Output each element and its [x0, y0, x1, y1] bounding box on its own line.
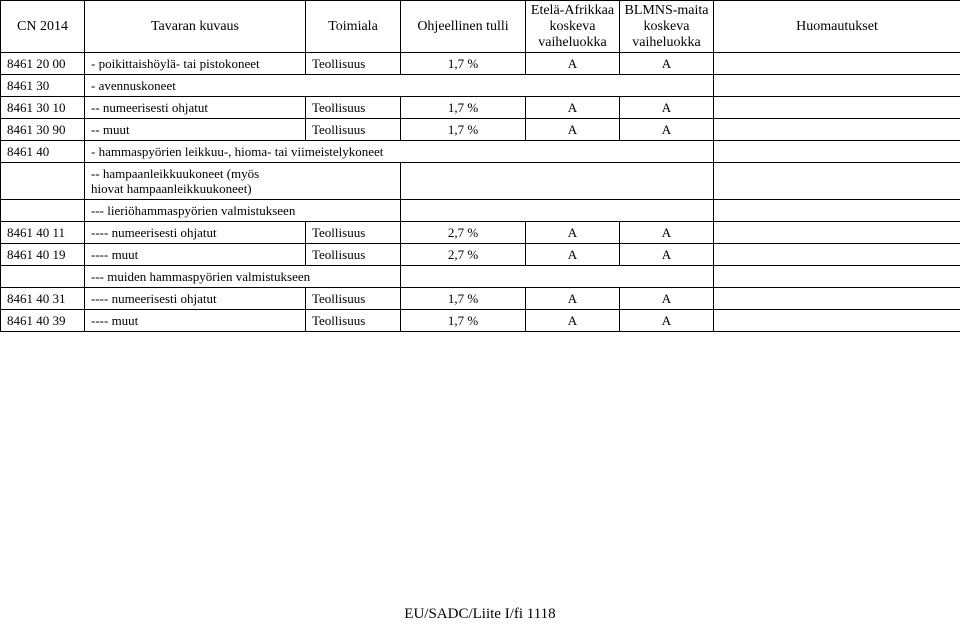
header-south-africa-line1: Etelä-Afrikkaa: [530, 2, 615, 18]
cell-description: - hammaspyörien leikkuu-, hioma- tai viimeistelykoneet: [85, 141, 714, 163]
cell-code: 8461 40 31: [1, 288, 85, 310]
header-remarks: Huomautukset: [714, 1, 960, 53]
header-blmns-line1: BLMNS-maita: [624, 2, 709, 18]
table-row: [1, 244, 960, 266]
cell-code: 8461 40 39: [1, 310, 85, 332]
cell-description: ---- muut: [85, 310, 306, 332]
cell-duty: 1,7 %: [401, 288, 526, 310]
cell-blmns: A: [620, 53, 714, 75]
table-header: [1, 1, 960, 53]
cell-sector: Teollisuus: [306, 310, 401, 332]
table-body: [1, 53, 960, 332]
cell-empty: [401, 200, 714, 222]
cell-south-africa: A: [526, 97, 620, 119]
cell-blmns: A: [620, 310, 714, 332]
header-south-africa-line3: vaiheluokka: [538, 34, 607, 50]
cell-remarks: [714, 97, 960, 119]
cell-sector: Teollisuus: [306, 53, 401, 75]
cell-south-africa: A: [526, 222, 620, 244]
cell-sector: Teollisuus: [306, 119, 401, 141]
cell-remarks: [714, 163, 960, 200]
cell-blmns: A: [620, 222, 714, 244]
cell-south-africa: A: [526, 288, 620, 310]
cell-sector: Teollisuus: [306, 244, 401, 266]
header-blmns: [620, 1, 714, 53]
header-indicative-duty: Ohjeellinen tulli: [401, 1, 526, 53]
table-row: [1, 266, 960, 288]
cell-remarks: [714, 222, 960, 244]
cell-blmns: A: [620, 119, 714, 141]
cell-description: --- muiden hammaspyörien valmistukseen: [85, 266, 401, 288]
cell-code: [1, 163, 85, 200]
cell-code: 8461 30: [1, 75, 85, 97]
header-cn: CN 2014: [1, 1, 85, 53]
table-row: [1, 163, 960, 200]
table-row: [1, 200, 960, 222]
cell-south-africa: A: [526, 119, 620, 141]
table-row: [1, 53, 960, 75]
cell-code: 8461 30 10: [1, 97, 85, 119]
cell-code: 8461 40 19: [1, 244, 85, 266]
cell-sector: Teollisuus: [306, 222, 401, 244]
cell-empty: [401, 163, 714, 200]
cell-description: ---- muut: [85, 244, 306, 266]
cell-remarks: [714, 53, 960, 75]
header-description: Tavaran kuvaus: [85, 1, 306, 53]
table-row: [1, 141, 960, 163]
page-footer: EU/SADC/Liite I/fi 1118: [404, 606, 556, 622]
table-row: [1, 97, 960, 119]
cell-duty: 2,7 %: [401, 222, 526, 244]
cell-blmns: A: [620, 97, 714, 119]
cell-description: - avennuskoneet: [85, 75, 714, 97]
cell-empty: [401, 266, 714, 288]
cell-remarks: [714, 119, 960, 141]
cell-duty: 1,7 %: [401, 310, 526, 332]
cell-description: --- lieriöhammaspyörien valmistukseen: [85, 200, 401, 222]
cell-sector: Teollisuus: [306, 288, 401, 310]
cell-remarks: [714, 288, 960, 310]
cell-description: ---- numeerisesti ohjatut: [85, 222, 306, 244]
cell-description: -- numeerisesti ohjatut: [85, 97, 306, 119]
table-row: [1, 310, 960, 332]
table-row: [1, 222, 960, 244]
cell-remarks: [714, 75, 960, 97]
cell-duty: 2,7 %: [401, 244, 526, 266]
cell-description: -- hampaanleikkuukoneet (myös hiovat hampaanleikkuukoneet): [85, 163, 401, 200]
cell-duty: 1,7 %: [401, 119, 526, 141]
cell-south-africa: A: [526, 53, 620, 75]
cell-blmns: A: [620, 288, 714, 310]
cell-code: 8461 20 00: [1, 53, 85, 75]
cell-south-africa: A: [526, 310, 620, 332]
header-sector: Toimiala: [306, 1, 401, 53]
cell-description: - poikittaishöylä- tai pistokoneet: [85, 53, 306, 75]
cell-sector: Teollisuus: [306, 97, 401, 119]
cell-code: 8461 40: [1, 141, 85, 163]
cell-duty: 1,7 %: [401, 97, 526, 119]
header-south-africa: [526, 1, 620, 53]
cell-blmns: A: [620, 244, 714, 266]
cell-remarks: [714, 266, 960, 288]
header-blmns-line3: vaiheluokka: [632, 34, 701, 50]
cell-code: [1, 200, 85, 222]
cell-code: [1, 266, 85, 288]
cell-remarks: [714, 244, 960, 266]
cell-remarks: [714, 141, 960, 163]
header-south-africa-line2: koskeva: [549, 18, 596, 34]
table-row: [1, 119, 960, 141]
cell-code: 8461 30 90: [1, 119, 85, 141]
cell-code: 8461 40 11: [1, 222, 85, 244]
table-row: [1, 75, 960, 97]
cell-remarks: [714, 200, 960, 222]
cell-description: ---- numeerisesti ohjatut: [85, 288, 306, 310]
header-blmns-line2: koskeva: [643, 18, 690, 34]
table-row: [1, 288, 960, 310]
cell-duty: 1,7 %: [401, 53, 526, 75]
cell-remarks: [714, 310, 960, 332]
cell-description: -- muut: [85, 119, 306, 141]
cell-south-africa: A: [526, 244, 620, 266]
